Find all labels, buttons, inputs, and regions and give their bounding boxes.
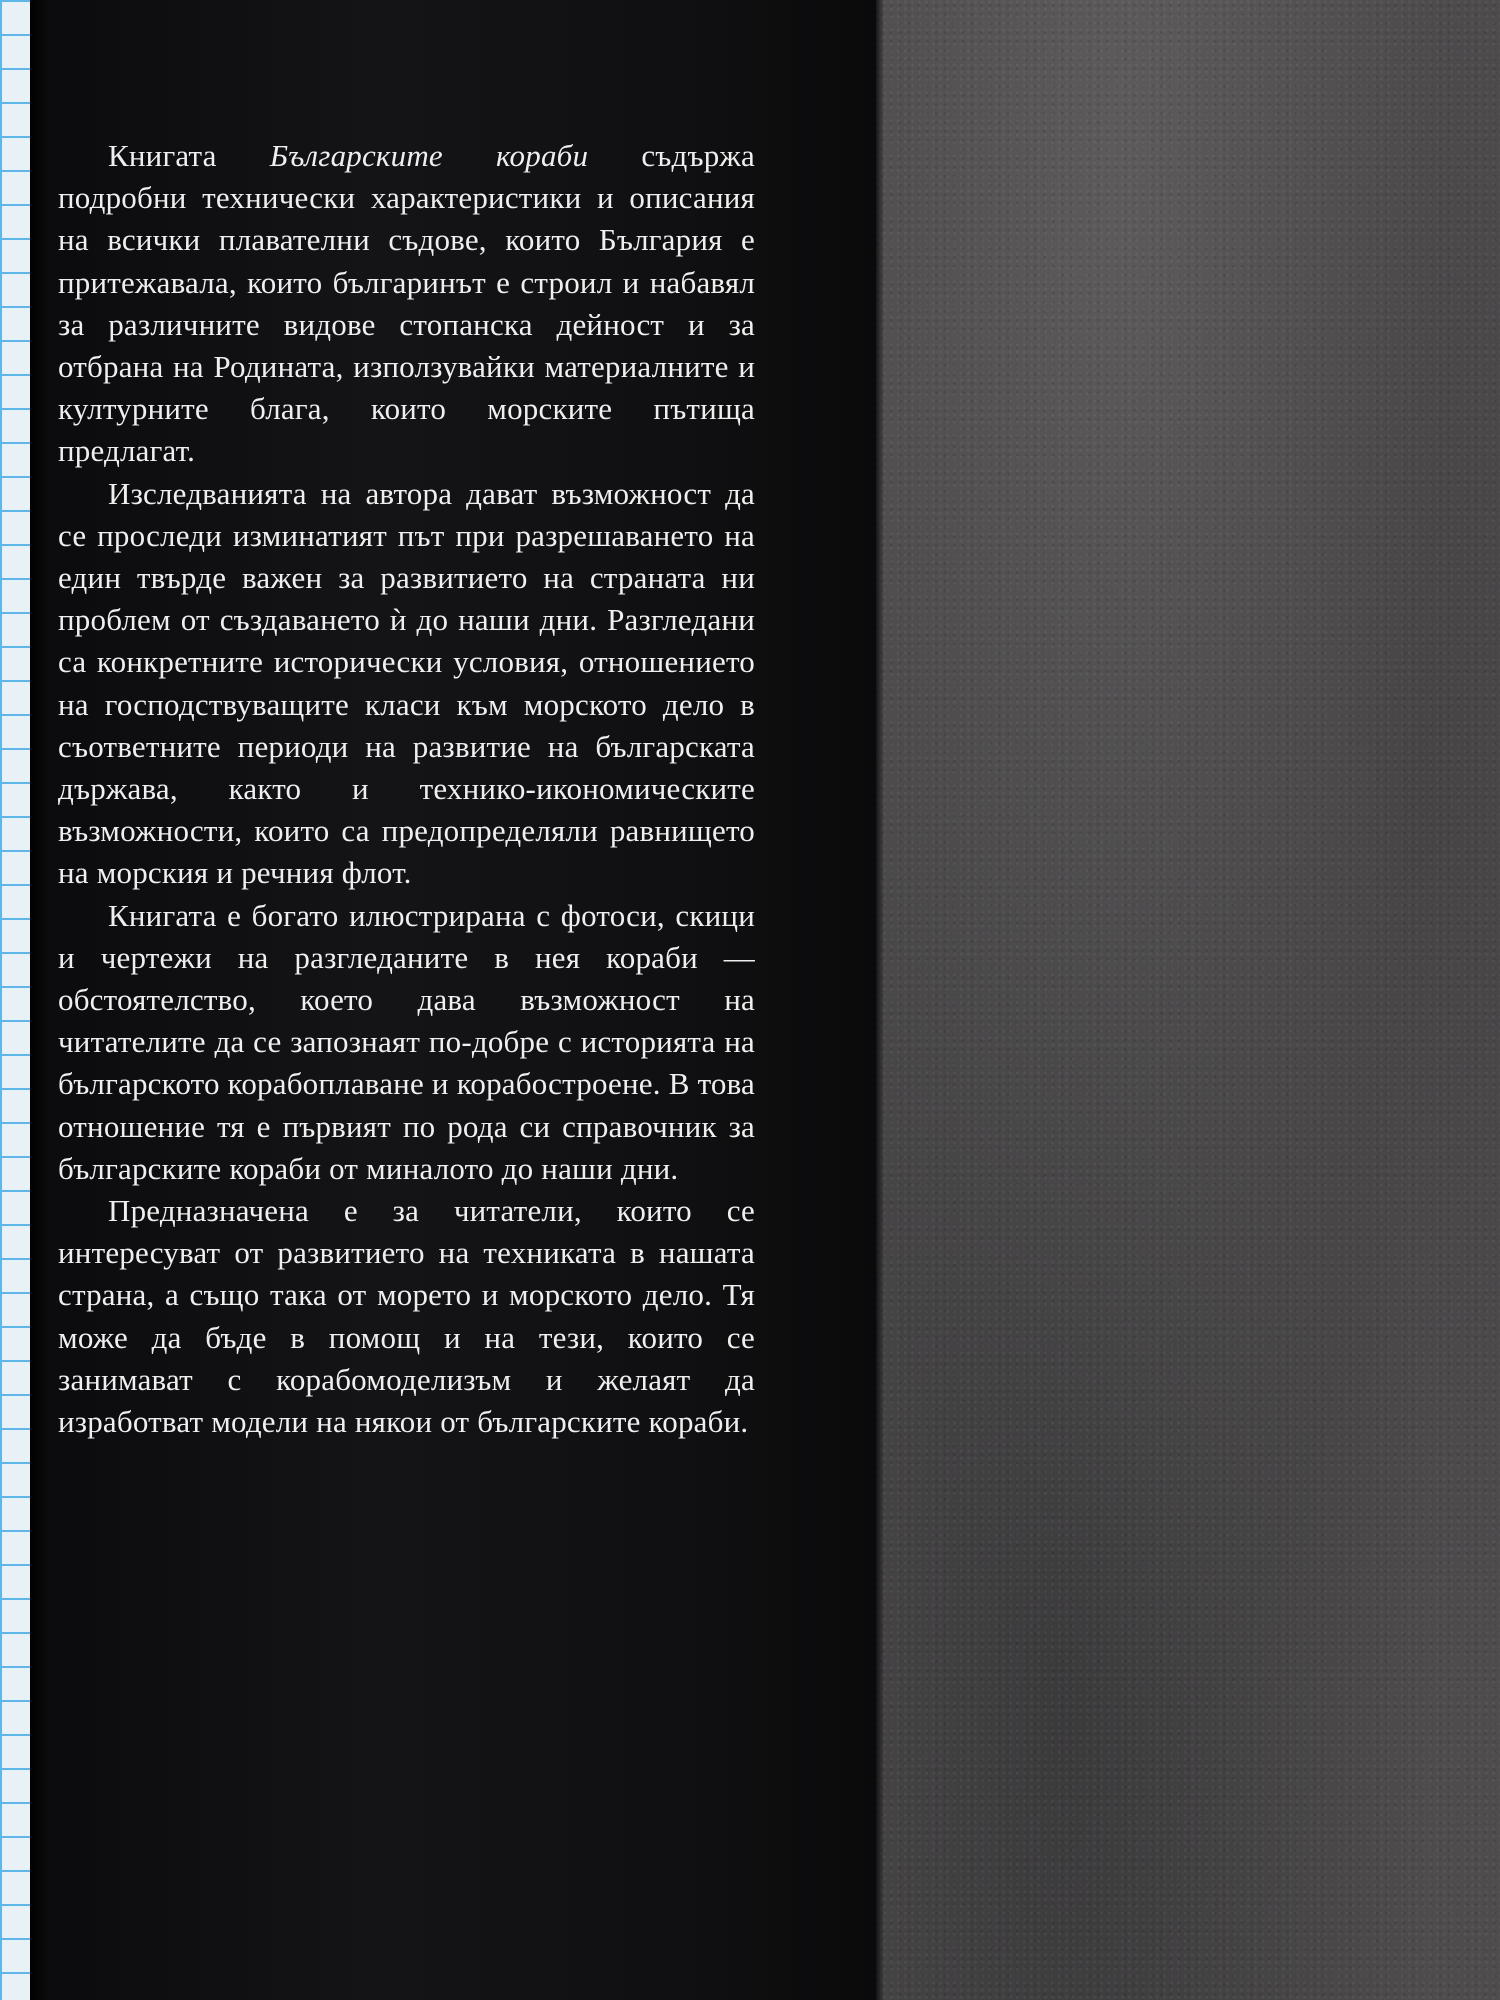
blurb-paragraph-1 [58,135,755,473]
gray-inner-page [876,0,1500,2000]
blurb-p1-lead: Книгата [108,138,270,173]
blurb-paragraph-2: Изследванията на автора дават възможност да се проследи изминатият път при разрешаването на един твърде важен за развитието на страната ни проблем от създаването ѝ до наши дни. Разгледани са конкретните исторически условия, отношението на господствуващите класи към морското дело в съответните периоди на развитие на българската държава, както и технико-икономическите възможности, които са предопределяли равнището на морския и речния флот. [58,475,755,891]
flap-edge-shadow [30,0,48,2000]
blurb-paragraph-4: Предназначена е за читатели, които се интересуват от развитието на техниката в нашата страна, а също така от морето и морското дело. Тя може да бъде в помощ и на тези, които се занимават с корабомоделизъм и желаят да изработват модели на някои от българските кораби. [58,1193,755,1440]
book-blurb [58,135,755,1443]
blurb-p1-rest: съдържа подробни технически характеристики и описания на всички плавателни съдове, които България е притежавала, които българинът е строил и набавял за различните видове стопанска дейност и за отбрана на Родината, използувайки материалните и културните блага, които морските пътища предлагат. [58,138,755,469]
blurb-paragraph-3: Книгата е богато илюстрирана с фотоси, скици и чертежи на разгледаните в нея кораби — обстоятелство, което дава възможност на читателите да се запознаят по-добре с историята на българското корабоплаване и корабостроене. В това отношение тя е първият по рода си справочник за българските кораби от миналото до наши дни. [58,897,755,1186]
book-title-italic: Българските кораби [269,138,589,173]
inner-page-edge-shadow [876,0,884,2000]
